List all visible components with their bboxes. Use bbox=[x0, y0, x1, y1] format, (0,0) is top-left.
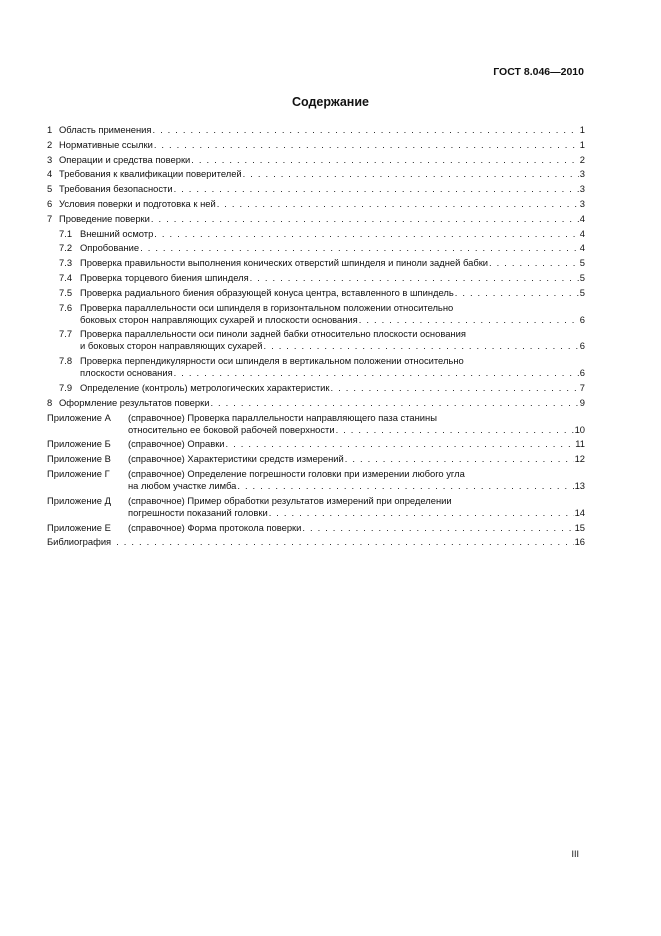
toc-entry-title-continued: и боковых сторон направляющих сухарей bbox=[80, 340, 263, 352]
table-of-contents bbox=[47, 124, 585, 551]
toc-entry-page: 2 bbox=[579, 153, 585, 165]
toc-entry-number: Приложение Д bbox=[47, 494, 111, 506]
toc-leader-dots bbox=[345, 453, 574, 465]
toc-entry-title-continued: боковых сторон направляющих сухарей и плоскости основания bbox=[80, 313, 358, 325]
toc-entry-number: 8 bbox=[47, 396, 53, 408]
toc-entry-page: 1 bbox=[579, 138, 585, 150]
toc-entry-page: 5 bbox=[579, 257, 585, 269]
toc-entry-number: 3 bbox=[47, 153, 53, 165]
toc-entry[interactable] bbox=[47, 328, 585, 352]
toc-entry-number: 7.7 bbox=[59, 328, 73, 340]
toc-entry-page: 4 bbox=[579, 227, 585, 239]
toc-entry-number: 1 bbox=[47, 124, 53, 135]
toc-entry-number: Библиография bbox=[47, 536, 112, 548]
toc-entry-page: 7 bbox=[579, 381, 585, 393]
toc-entry-title: Проверка параллельности оси шпинделя в горизонтальном положении относительно bbox=[80, 301, 454, 313]
toc-entry-title: Условия поверки и подготовка к ней bbox=[59, 197, 216, 209]
toc-entry-title: Проверка параллельности оси пиноли задней бабки относительно плоскости основания bbox=[80, 328, 466, 340]
toc-entry-number: Приложение Б bbox=[47, 438, 111, 450]
toc-entry-title: Определение (контроль) метрологических характеристик bbox=[80, 381, 330, 393]
toc-entry-title: (справочное) Оправки bbox=[128, 438, 225, 450]
toc-entry-number: 7.1 bbox=[59, 227, 73, 239]
toc-entry-page: 3 bbox=[579, 168, 585, 180]
toc-entry[interactable] bbox=[47, 228, 585, 240]
toc-leader-dots bbox=[174, 183, 579, 195]
toc-entry-page: 5 bbox=[579, 271, 585, 283]
toc-entry-number: Приложение Е bbox=[47, 521, 111, 533]
toc-entry-title: Внешний осмотр bbox=[80, 227, 154, 239]
toc-entry-page: 13 bbox=[574, 479, 585, 491]
toc-entry[interactable] bbox=[47, 397, 585, 409]
toc-leader-dots bbox=[302, 522, 573, 534]
toc-entry[interactable] bbox=[47, 213, 585, 225]
toc-entry-number: 7.5 bbox=[59, 286, 73, 298]
toc-entry-title: Проверка правильности выполнения конических отверстий шпинделя и пиноли задней бабки bbox=[80, 257, 489, 269]
toc-leader-dots bbox=[152, 124, 578, 136]
toc-leader-dots bbox=[191, 154, 578, 166]
toc-entry-number: 7.8 bbox=[59, 355, 73, 367]
toc-entry-page: 11 bbox=[575, 438, 585, 450]
toc-entry-title: (справочное) Проверка параллельности направляющего паза станины bbox=[128, 411, 437, 423]
toc-entry-number: Приложение А bbox=[47, 411, 111, 423]
toc-entry[interactable] bbox=[47, 453, 585, 465]
toc-leader-dots bbox=[359, 314, 579, 326]
toc-entry-number: 7.2 bbox=[59, 242, 73, 254]
toc-entry-number: 2 bbox=[47, 138, 53, 150]
toc-leader-dots bbox=[210, 397, 578, 409]
toc-entry[interactable] bbox=[47, 522, 585, 534]
standard-id: ГОСТ 8.046—2010 bbox=[493, 66, 584, 78]
toc-entry-title: (справочное) Пример обработки результатов измерений при определении bbox=[128, 494, 452, 506]
toc-title: Содержание bbox=[291, 95, 369, 109]
toc-entry-title: Требования безопасности bbox=[59, 183, 173, 195]
toc-entry[interactable] bbox=[47, 382, 585, 394]
toc-leader-dots bbox=[489, 257, 579, 269]
toc-entry-number: 5 bbox=[47, 183, 53, 195]
toc-entry-page: 3 bbox=[579, 183, 585, 195]
toc-entry-title: Проверка перпендикулярности оси шпинделя в вертикальном положении относительно bbox=[80, 355, 464, 367]
toc-entry-page: 1 bbox=[579, 124, 585, 135]
toc-entry[interactable] bbox=[47, 302, 585, 326]
toc-leader-dots bbox=[336, 424, 574, 436]
toc-entry-title: Нормативные ссылки bbox=[59, 138, 153, 150]
toc-entry-page: 3 bbox=[579, 197, 585, 209]
toc-entry-number: 6 bbox=[47, 197, 53, 209]
toc-entry-title: Оформление результатов поверки bbox=[59, 396, 210, 408]
toc-entry-page: 6 bbox=[579, 367, 585, 379]
toc-entry-title: (справочное) Характеристики средств измерений bbox=[128, 453, 344, 465]
toc-entry-page: 6 bbox=[579, 313, 585, 325]
toc-entry[interactable] bbox=[47, 257, 585, 269]
toc-entry-title: Проверка торцевого биения шпинделя bbox=[80, 271, 249, 283]
toc-leader-dots bbox=[243, 168, 579, 180]
toc-entry-number: Приложение Г bbox=[47, 467, 110, 479]
toc-leader-dots bbox=[263, 340, 578, 352]
toc-entry[interactable] bbox=[47, 168, 585, 180]
toc-entry-title: (справочное) Определение погрешности головки при измерении любого угла bbox=[128, 467, 465, 479]
toc-entry[interactable] bbox=[47, 198, 585, 210]
toc-entry-page: 12 bbox=[574, 453, 585, 465]
toc-entry-title: Требования к квалификации поверителей bbox=[59, 168, 242, 180]
toc-entry-number: 4 bbox=[47, 168, 53, 180]
toc-entry[interactable] bbox=[47, 124, 585, 136]
toc-entry-title-continued: плоскости основания bbox=[80, 367, 173, 379]
toc-entry-page: 10 bbox=[574, 423, 585, 435]
toc-entry-number: 7.4 bbox=[59, 271, 73, 283]
toc-entry-title-continued: погрешности показаний головки bbox=[128, 506, 268, 518]
toc-entry-number: 7.9 bbox=[59, 381, 73, 393]
toc-leader-dots bbox=[154, 139, 579, 151]
toc-entry-page: 6 bbox=[579, 340, 585, 352]
toc-entry-page: 15 bbox=[574, 521, 585, 533]
toc-entry-title-continued: относительно ее боковой рабочей поверхности bbox=[128, 423, 335, 435]
toc-leader-dots bbox=[455, 287, 579, 299]
toc-entry[interactable] bbox=[47, 536, 585, 548]
toc-entry[interactable] bbox=[47, 468, 585, 492]
toc-entry-page: 4 bbox=[579, 212, 585, 224]
toc-entry-page: 14 bbox=[574, 506, 585, 518]
toc-entry-number: Приложение В bbox=[47, 453, 111, 465]
toc-entry[interactable] bbox=[47, 139, 585, 151]
toc-entry-title: Область применения bbox=[59, 124, 152, 135]
toc-leader-dots bbox=[217, 198, 579, 210]
toc-entry[interactable] bbox=[47, 183, 585, 195]
toc-entry[interactable] bbox=[47, 412, 585, 436]
page-number: III bbox=[571, 849, 579, 859]
toc-entry[interactable] bbox=[47, 242, 585, 254]
toc-entry-page: 9 bbox=[579, 396, 585, 408]
toc-leader-dots bbox=[331, 382, 579, 394]
toc-leader-dots bbox=[151, 213, 579, 225]
toc-leader-dots bbox=[237, 480, 573, 492]
toc-leader-dots bbox=[226, 438, 575, 450]
toc-leader-dots bbox=[140, 242, 579, 254]
toc-entry[interactable] bbox=[47, 438, 585, 450]
toc-entry-page: 5 bbox=[579, 286, 585, 298]
toc-entry-title: Проведение поверки bbox=[59, 212, 150, 224]
toc-entry-number: 7 bbox=[47, 212, 53, 224]
toc-leader-dots bbox=[154, 228, 578, 240]
toc-leader-dots bbox=[116, 536, 573, 548]
toc-entry[interactable] bbox=[47, 495, 585, 519]
toc-entry-number: 7.3 bbox=[59, 257, 73, 269]
toc-entry[interactable] bbox=[47, 154, 585, 166]
toc-entry[interactable] bbox=[47, 272, 585, 284]
toc-entry-title: Проверка радиального биения образующей конуса центра, вставленного в шпиндель bbox=[80, 286, 454, 298]
toc-entry-page: 4 bbox=[579, 242, 585, 254]
toc-entry-title-continued: на любом участке лимба bbox=[128, 479, 237, 491]
toc-leader-dots bbox=[269, 507, 574, 519]
toc-entry[interactable] bbox=[47, 355, 585, 379]
toc-leader-dots bbox=[174, 367, 579, 379]
toc-entry[interactable] bbox=[47, 287, 585, 299]
toc-leader-dots bbox=[250, 272, 579, 284]
toc-entry-title: Опробование bbox=[80, 242, 140, 254]
toc-entry-title: Операции и средства поверки bbox=[59, 153, 191, 165]
toc-entry-title: (справочное) Форма протокола поверки bbox=[128, 521, 302, 533]
toc-entry-number: 7.6 bbox=[59, 301, 73, 313]
toc-entry-page: 16 bbox=[574, 536, 585, 548]
